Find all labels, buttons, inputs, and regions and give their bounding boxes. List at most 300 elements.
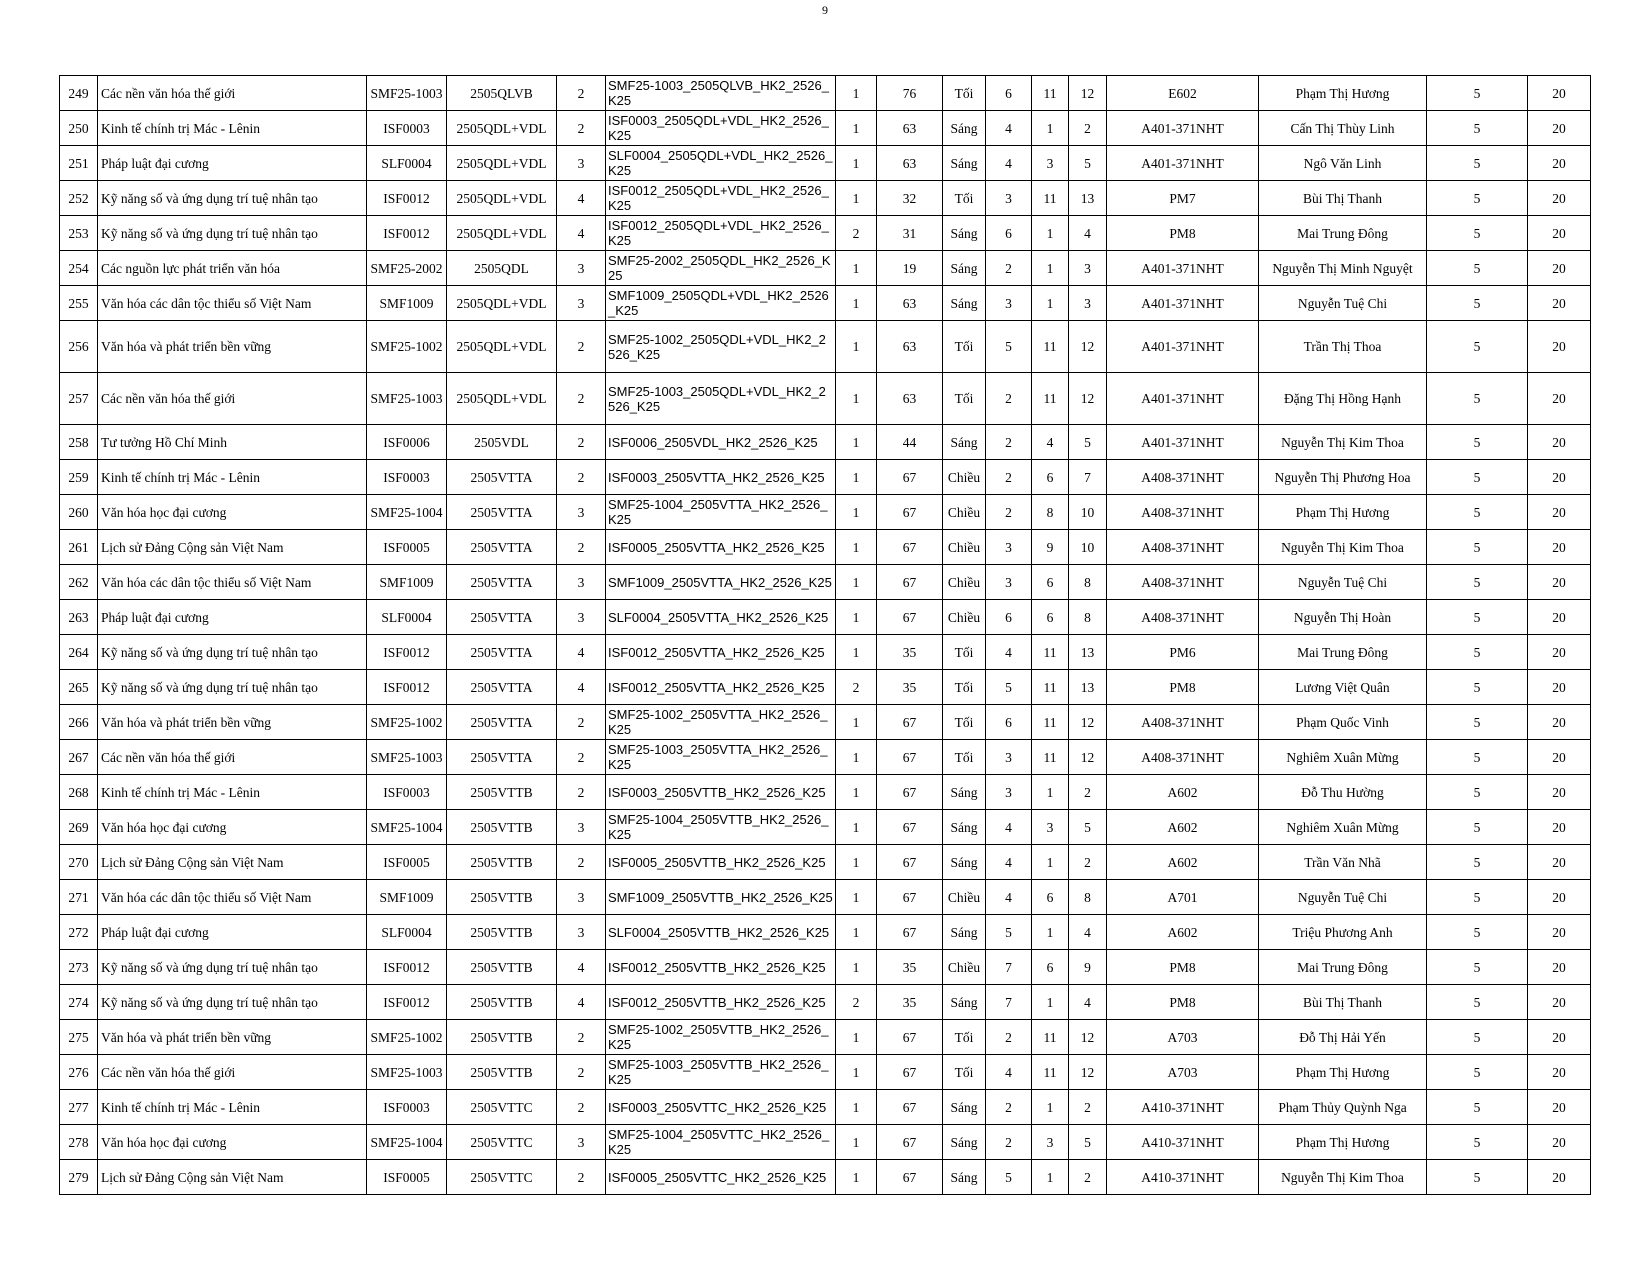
cell-section-code: ISF0012_2505QDL+VDL_HK2_2526_K25 (606, 216, 836, 251)
cell-course-code: SMF25-1003 (367, 1055, 447, 1090)
cell-weeks-start: 5 (1427, 286, 1528, 321)
cell-weekday: 6 (986, 216, 1032, 251)
cell-end-period: 5 (1069, 425, 1107, 460)
cell-end-period: 8 (1069, 565, 1107, 600)
table-row (60, 76, 1591, 111)
cell-course-code: ISF0012 (367, 635, 447, 670)
cell-section-code: ISF0003_2505VTTA_HK2_2526_K25 (606, 460, 836, 495)
cell-group: 1 (836, 775, 877, 810)
cell-stt: 257 (60, 373, 98, 425)
cell-weeks-start: 5 (1427, 76, 1528, 111)
cell-student-count: 63 (877, 146, 943, 181)
cell-student-count: 67 (877, 775, 943, 810)
cell-start-period: 3 (1032, 810, 1069, 845)
cell-start-period: 1 (1032, 111, 1069, 146)
cell-group: 1 (836, 251, 877, 286)
cell-credits: 4 (557, 216, 606, 251)
cell-class-code: 2505QDL+VDL (447, 286, 557, 321)
cell-course-code: SLF0004 (367, 146, 447, 181)
cell-course-code: ISF0012 (367, 181, 447, 216)
cell-course-code: ISF0003 (367, 460, 447, 495)
cell-session: Tối (943, 181, 986, 216)
cell-start-period: 11 (1032, 1055, 1069, 1090)
cell-end-period: 12 (1069, 1020, 1107, 1055)
cell-weeks-start: 5 (1427, 216, 1528, 251)
cell-session: Sáng (943, 985, 986, 1020)
cell-session: Chiều (943, 460, 986, 495)
cell-room: A602 (1107, 775, 1259, 810)
cell-lecturer: Nghiêm Xuân Mừng (1259, 740, 1427, 775)
cell-start-period: 1 (1032, 985, 1069, 1020)
cell-group: 1 (836, 705, 877, 740)
table-row (60, 495, 1591, 530)
cell-weeks-start: 5 (1427, 1125, 1528, 1160)
cell-course-code: SMF1009 (367, 565, 447, 600)
cell-group: 1 (836, 321, 877, 373)
cell-group: 1 (836, 740, 877, 775)
cell-section-code: SMF25-2002_2505QDL_HK2_2526_K25 (606, 251, 836, 286)
cell-lecturer: Đỗ Thị Hải Yến (1259, 1020, 1427, 1055)
cell-class-code: 2505VTTB (447, 1020, 557, 1055)
cell-credits: 2 (557, 705, 606, 740)
cell-lecturer: Nguyễn Thị Kim Thoa (1259, 530, 1427, 565)
table-row (60, 321, 1591, 373)
cell-section-code: ISF0012_2505QDL+VDL_HK2_2526_K25 (606, 181, 836, 216)
cell-class-code: 2505VTTA (447, 635, 557, 670)
cell-course-code: ISF0005 (367, 530, 447, 565)
cell-credits: 3 (557, 146, 606, 181)
cell-group: 1 (836, 373, 877, 425)
cell-stt: 264 (60, 635, 98, 670)
cell-end-period: 9 (1069, 950, 1107, 985)
cell-section-code: SLF0004_2505QDL+VDL_HK2_2526_K25 (606, 146, 836, 181)
cell-weeks-start: 5 (1427, 251, 1528, 286)
cell-stt: 278 (60, 1125, 98, 1160)
cell-student-count: 67 (877, 1020, 943, 1055)
cell-stt: 250 (60, 111, 98, 146)
table-row (60, 425, 1591, 460)
cell-weeks-start: 5 (1427, 775, 1528, 810)
cell-weekday: 5 (986, 1160, 1032, 1195)
cell-weekday: 4 (986, 880, 1032, 915)
cell-course-name: Tư tưởng Hồ Chí Minh (98, 425, 367, 460)
cell-lecturer: Nguyễn Tuệ Chi (1259, 880, 1427, 915)
cell-stt: 261 (60, 530, 98, 565)
cell-stt: 260 (60, 495, 98, 530)
cell-weeks-end: 20 (1528, 705, 1591, 740)
cell-weekday: 4 (986, 1055, 1032, 1090)
cell-lecturer: Trần Văn Nhã (1259, 845, 1427, 880)
cell-section-code: ISF0012_2505VTTA_HK2_2526_K25 (606, 635, 836, 670)
cell-credits: 2 (557, 373, 606, 425)
cell-end-period: 12 (1069, 740, 1107, 775)
cell-student-count: 35 (877, 635, 943, 670)
cell-end-period: 2 (1069, 1160, 1107, 1195)
cell-session: Tối (943, 373, 986, 425)
cell-weeks-start: 5 (1427, 425, 1528, 460)
cell-class-code: 2505QLVB (447, 76, 557, 111)
cell-stt: 256 (60, 321, 98, 373)
cell-start-period: 8 (1032, 495, 1069, 530)
cell-lecturer: Đặng Thị Hồng Hạnh (1259, 373, 1427, 425)
cell-weekday: 2 (986, 251, 1032, 286)
cell-weeks-end: 20 (1528, 1125, 1591, 1160)
cell-group: 1 (836, 950, 877, 985)
cell-weekday: 4 (986, 845, 1032, 880)
cell-stt: 249 (60, 76, 98, 111)
cell-credits: 3 (557, 495, 606, 530)
cell-weeks-end: 20 (1528, 76, 1591, 111)
cell-start-period: 11 (1032, 705, 1069, 740)
cell-credits: 3 (557, 565, 606, 600)
cell-session: Sáng (943, 251, 986, 286)
cell-lecturer: Nguyễn Thị Hoàn (1259, 600, 1427, 635)
cell-weeks-start: 5 (1427, 950, 1528, 985)
cell-weekday: 2 (986, 1020, 1032, 1055)
cell-student-count: 67 (877, 705, 943, 740)
cell-course-code: SMF25-1003 (367, 76, 447, 111)
cell-course-name: Kinh tế chính trị Mác - Lênin (98, 111, 367, 146)
cell-class-code: 2505VTTB (447, 985, 557, 1020)
cell-course-code: ISF0006 (367, 425, 447, 460)
cell-class-code: 2505VTTC (447, 1090, 557, 1125)
cell-group: 2 (836, 216, 877, 251)
cell-room: PM8 (1107, 216, 1259, 251)
cell-lecturer: Bùi Thị Thanh (1259, 985, 1427, 1020)
cell-student-count: 67 (877, 810, 943, 845)
table-row (60, 216, 1591, 251)
table-row (60, 146, 1591, 181)
cell-group: 1 (836, 635, 877, 670)
cell-credits: 3 (557, 600, 606, 635)
cell-lecturer: Mai Trung Đông (1259, 635, 1427, 670)
cell-class-code: 2505VTTB (447, 950, 557, 985)
cell-credits: 2 (557, 530, 606, 565)
cell-section-code: SMF25-1004_2505VTTB_HK2_2526_K25 (606, 810, 836, 845)
cell-start-period: 11 (1032, 670, 1069, 705)
cell-weeks-end: 20 (1528, 286, 1591, 321)
cell-lecturer: Triệu Phương Anh (1259, 915, 1427, 950)
cell-group: 1 (836, 1020, 877, 1055)
cell-stt: 274 (60, 985, 98, 1020)
cell-weeks-end: 20 (1528, 460, 1591, 495)
cell-lecturer: Cấn Thị Thùy Linh (1259, 111, 1427, 146)
cell-class-code: 2505QDL+VDL (447, 321, 557, 373)
cell-session: Sáng (943, 1160, 986, 1195)
cell-end-period: 12 (1069, 321, 1107, 373)
cell-lecturer: Phạm Thị Hương (1259, 1125, 1427, 1160)
cell-end-period: 8 (1069, 880, 1107, 915)
cell-session: Chiều (943, 950, 986, 985)
cell-course-name: Lịch sử Đảng Cộng sản Việt Nam (98, 845, 367, 880)
table-row (60, 1055, 1591, 1090)
cell-start-period: 3 (1032, 1125, 1069, 1160)
cell-room: A401-371NHT (1107, 425, 1259, 460)
cell-start-period: 1 (1032, 216, 1069, 251)
cell-course-name: Kinh tế chính trị Mác - Lênin (98, 1090, 367, 1125)
cell-weeks-start: 5 (1427, 321, 1528, 373)
cell-start-period: 1 (1032, 1160, 1069, 1195)
cell-room: A408-371NHT (1107, 705, 1259, 740)
cell-end-period: 7 (1069, 460, 1107, 495)
cell-lecturer: Phạm Thị Hương (1259, 495, 1427, 530)
cell-weeks-end: 20 (1528, 181, 1591, 216)
cell-end-period: 2 (1069, 775, 1107, 810)
cell-session: Chiều (943, 880, 986, 915)
cell-section-code: ISF0003_2505VTTB_HK2_2526_K25 (606, 775, 836, 810)
cell-course-name: Lịch sử Đảng Cộng sản Việt Nam (98, 530, 367, 565)
cell-credits: 2 (557, 1160, 606, 1195)
cell-credits: 2 (557, 845, 606, 880)
table-row (60, 1020, 1591, 1055)
cell-weeks-start: 5 (1427, 705, 1528, 740)
cell-student-count: 31 (877, 216, 943, 251)
cell-weeks-start: 5 (1427, 670, 1528, 705)
table-row (60, 373, 1591, 425)
cell-session: Sáng (943, 810, 986, 845)
table-row (60, 915, 1591, 950)
cell-student-count: 67 (877, 1125, 943, 1160)
table-row (60, 1160, 1591, 1195)
cell-stt: 258 (60, 425, 98, 460)
cell-course-name: Pháp luật đại cương (98, 915, 367, 950)
cell-course-code: SMF25-1003 (367, 740, 447, 775)
cell-credits: 2 (557, 1020, 606, 1055)
cell-session: Sáng (943, 111, 986, 146)
cell-weeks-end: 20 (1528, 251, 1591, 286)
cell-end-period: 5 (1069, 146, 1107, 181)
cell-group: 1 (836, 600, 877, 635)
table-row (60, 705, 1591, 740)
cell-student-count: 63 (877, 373, 943, 425)
cell-course-name: Lịch sử Đảng Cộng sản Việt Nam (98, 1160, 367, 1195)
cell-course-code: ISF0012 (367, 670, 447, 705)
cell-weeks-end: 20 (1528, 775, 1591, 810)
cell-course-code: SMF25-1004 (367, 495, 447, 530)
cell-student-count: 63 (877, 111, 943, 146)
cell-section-code: SMF1009_2505VTTA_HK2_2526_K25 (606, 565, 836, 600)
cell-course-code: SMF25-1003 (367, 373, 447, 425)
cell-student-count: 67 (877, 600, 943, 635)
cell-credits: 3 (557, 810, 606, 845)
cell-course-code: SLF0004 (367, 915, 447, 950)
cell-session: Tối (943, 1055, 986, 1090)
cell-credits: 3 (557, 880, 606, 915)
cell-weekday: 2 (986, 460, 1032, 495)
table-row (60, 1090, 1591, 1125)
cell-lecturer: Phạm Thị Hương (1259, 1055, 1427, 1090)
cell-room: PM6 (1107, 635, 1259, 670)
cell-credits: 2 (557, 76, 606, 111)
cell-end-period: 4 (1069, 216, 1107, 251)
cell-section-code: ISF0005_2505VTTA_HK2_2526_K25 (606, 530, 836, 565)
cell-weeks-start: 5 (1427, 181, 1528, 216)
cell-student-count: 67 (877, 740, 943, 775)
cell-end-period: 12 (1069, 1055, 1107, 1090)
cell-credits: 4 (557, 181, 606, 216)
cell-session: Tối (943, 705, 986, 740)
cell-course-name: Các nền văn hóa thế giới (98, 740, 367, 775)
cell-start-period: 1 (1032, 1090, 1069, 1125)
cell-weekday: 4 (986, 111, 1032, 146)
cell-course-code: ISF0012 (367, 985, 447, 1020)
cell-start-period: 3 (1032, 146, 1069, 181)
table-row (60, 530, 1591, 565)
cell-weeks-start: 5 (1427, 111, 1528, 146)
cell-section-code: SMF25-1002_2505QDL+VDL_HK2_2526_K25 (606, 321, 836, 373)
cell-weekday: 2 (986, 425, 1032, 460)
cell-class-code: 2505QDL+VDL (447, 373, 557, 425)
cell-group: 2 (836, 670, 877, 705)
cell-course-name: Văn hóa và phát triển bền vững (98, 1020, 367, 1055)
cell-room: PM8 (1107, 670, 1259, 705)
cell-session: Tối (943, 1020, 986, 1055)
cell-group: 1 (836, 1090, 877, 1125)
cell-course-code: SMF25-1002 (367, 1020, 447, 1055)
cell-group: 1 (836, 76, 877, 111)
cell-weekday: 7 (986, 950, 1032, 985)
cell-start-period: 11 (1032, 1020, 1069, 1055)
cell-weeks-end: 20 (1528, 530, 1591, 565)
cell-course-name: Văn hóa các dân tộc thiểu số Việt Nam (98, 565, 367, 600)
cell-room: E602 (1107, 76, 1259, 111)
cell-end-period: 2 (1069, 845, 1107, 880)
cell-room: A602 (1107, 915, 1259, 950)
cell-course-name: Văn hóa học đại cương (98, 810, 367, 845)
cell-start-period: 11 (1032, 181, 1069, 216)
cell-credits: 2 (557, 775, 606, 810)
cell-course-name: Kỹ năng số và ứng dụng trí tuệ nhân tạo (98, 670, 367, 705)
cell-start-period: 11 (1032, 321, 1069, 373)
cell-credits: 4 (557, 950, 606, 985)
cell-weeks-start: 5 (1427, 460, 1528, 495)
table-row (60, 111, 1591, 146)
cell-weekday: 5 (986, 670, 1032, 705)
cell-weeks-start: 5 (1427, 373, 1528, 425)
cell-class-code: 2505VTTA (447, 740, 557, 775)
cell-start-period: 6 (1032, 950, 1069, 985)
cell-room: A401-371NHT (1107, 321, 1259, 373)
cell-weekday: 3 (986, 286, 1032, 321)
cell-weekday: 5 (986, 915, 1032, 950)
cell-stt: 268 (60, 775, 98, 810)
cell-weeks-start: 5 (1427, 985, 1528, 1020)
table-row (60, 810, 1591, 845)
cell-student-count: 67 (877, 1160, 943, 1195)
cell-stt: 271 (60, 880, 98, 915)
cell-end-period: 8 (1069, 600, 1107, 635)
cell-lecturer: Phạm Thị Hương (1259, 76, 1427, 111)
cell-stt: 275 (60, 1020, 98, 1055)
cell-group: 1 (836, 286, 877, 321)
cell-course-code: SLF0004 (367, 600, 447, 635)
cell-end-period: 12 (1069, 705, 1107, 740)
cell-class-code: 2505VTTB (447, 810, 557, 845)
cell-course-name: Kỹ năng số và ứng dụng trí tuệ nhân tạo (98, 216, 367, 251)
cell-course-code: ISF0005 (367, 845, 447, 880)
cell-lecturer: Nguyễn Thị Phương Hoa (1259, 460, 1427, 495)
cell-course-name: Văn hóa học đại cương (98, 1125, 367, 1160)
cell-start-period: 6 (1032, 460, 1069, 495)
cell-session: Chiều (943, 600, 986, 635)
cell-group: 1 (836, 810, 877, 845)
cell-stt: 253 (60, 216, 98, 251)
cell-class-code: 2505VTTA (447, 670, 557, 705)
cell-course-code: SMF25-1002 (367, 321, 447, 373)
cell-weeks-start: 5 (1427, 600, 1528, 635)
cell-stt: 252 (60, 181, 98, 216)
cell-weekday: 4 (986, 635, 1032, 670)
cell-course-code: ISF0003 (367, 111, 447, 146)
cell-room: A410-371NHT (1107, 1090, 1259, 1125)
cell-group: 1 (836, 181, 877, 216)
cell-class-code: 2505QDL+VDL (447, 216, 557, 251)
cell-student-count: 76 (877, 76, 943, 111)
cell-room: A408-371NHT (1107, 740, 1259, 775)
cell-room: A408-371NHT (1107, 530, 1259, 565)
cell-room: A703 (1107, 1020, 1259, 1055)
cell-end-period: 10 (1069, 530, 1107, 565)
cell-student-count: 32 (877, 181, 943, 216)
cell-end-period: 4 (1069, 915, 1107, 950)
cell-class-code: 2505VTTA (447, 705, 557, 740)
cell-class-code: 2505VTTA (447, 460, 557, 495)
cell-course-name: Các nguồn lực phát triển văn hóa (98, 251, 367, 286)
cell-room: A408-371NHT (1107, 565, 1259, 600)
cell-room: PM7 (1107, 181, 1259, 216)
cell-student-count: 19 (877, 251, 943, 286)
cell-weekday: 2 (986, 373, 1032, 425)
cell-start-period: 1 (1032, 251, 1069, 286)
cell-class-code: 2505VTTB (447, 915, 557, 950)
cell-room: A401-371NHT (1107, 286, 1259, 321)
cell-credits: 3 (557, 915, 606, 950)
cell-student-count: 67 (877, 880, 943, 915)
cell-weekday: 6 (986, 600, 1032, 635)
cell-section-code: SMF25-1003_2505VTTB_HK2_2526_K25 (606, 1055, 836, 1090)
cell-credits: 2 (557, 321, 606, 373)
cell-start-period: 11 (1032, 740, 1069, 775)
cell-weeks-end: 20 (1528, 915, 1591, 950)
cell-class-code: 2505VTTA (447, 495, 557, 530)
cell-section-code: SMF25-1003_2505QLVB_HK2_2526_K25 (606, 76, 836, 111)
cell-stt: 259 (60, 460, 98, 495)
cell-stt: 276 (60, 1055, 98, 1090)
cell-class-code: 2505VTTB (447, 1055, 557, 1090)
cell-room: A410-371NHT (1107, 1125, 1259, 1160)
cell-student-count: 67 (877, 460, 943, 495)
cell-weekday: 2 (986, 1125, 1032, 1160)
cell-class-code: 2505QDL (447, 251, 557, 286)
cell-section-code: ISF0005_2505VTTC_HK2_2526_K25 (606, 1160, 836, 1195)
cell-weeks-start: 5 (1427, 1020, 1528, 1055)
cell-weeks-start: 5 (1427, 530, 1528, 565)
table-row (60, 950, 1591, 985)
cell-stt: 279 (60, 1160, 98, 1195)
cell-start-period: 11 (1032, 76, 1069, 111)
cell-stt: 269 (60, 810, 98, 845)
cell-credits: 4 (557, 670, 606, 705)
cell-student-count: 35 (877, 985, 943, 1020)
cell-end-period: 2 (1069, 1090, 1107, 1125)
cell-credits: 3 (557, 251, 606, 286)
cell-weeks-end: 20 (1528, 111, 1591, 146)
cell-course-name: Văn hóa các dân tộc thiểu số Việt Nam (98, 880, 367, 915)
cell-weekday: 3 (986, 530, 1032, 565)
cell-start-period: 11 (1032, 373, 1069, 425)
cell-credits: 4 (557, 985, 606, 1020)
cell-student-count: 63 (877, 321, 943, 373)
